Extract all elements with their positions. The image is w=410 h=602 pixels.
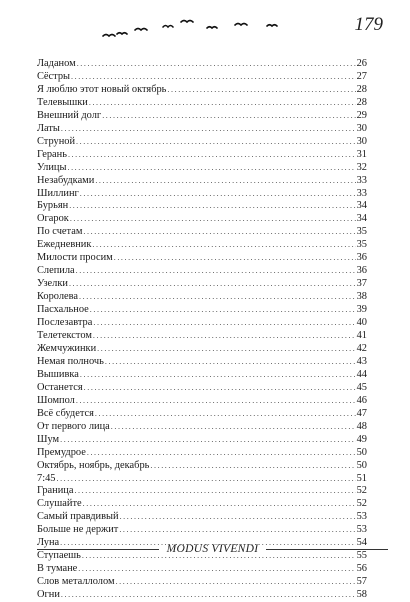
dot-leader bbox=[120, 511, 356, 524]
dot-leader bbox=[114, 252, 356, 265]
dot-leader bbox=[93, 330, 356, 343]
toc-entry-page: 52 bbox=[356, 498, 367, 510]
bird-icon bbox=[103, 35, 115, 37]
toc-entry bbox=[37, 485, 367, 498]
toc-entry-page: 48 bbox=[356, 420, 367, 432]
dot-leader bbox=[80, 188, 356, 201]
toc-entry-page: 50 bbox=[356, 446, 367, 458]
toc-entry-page: 37 bbox=[356, 278, 367, 290]
toc-entry-page: 53 bbox=[356, 524, 367, 536]
toc-entry-page: 51 bbox=[356, 472, 367, 484]
dot-leader bbox=[74, 485, 355, 498]
footer-rule-left bbox=[37, 549, 159, 550]
toc-entry bbox=[37, 162, 367, 175]
page-number: 179 bbox=[354, 14, 383, 35]
toc-entry-title: По счетам bbox=[37, 226, 83, 238]
toc-entry-page: 39 bbox=[356, 304, 367, 316]
toc-entry-page: 57 bbox=[356, 576, 367, 588]
toc-entry-page: 35 bbox=[356, 239, 367, 251]
bird-icon bbox=[235, 24, 247, 26]
dot-leader bbox=[119, 524, 355, 537]
toc-entry-page: 28 bbox=[356, 83, 367, 95]
toc-entry-page: 55 bbox=[356, 550, 367, 562]
dot-leader bbox=[150, 460, 355, 473]
dot-leader bbox=[89, 97, 356, 110]
toc-entry bbox=[37, 71, 367, 84]
toc-entry-title: Самый правдивый bbox=[37, 511, 119, 523]
toc-entry-page: 58 bbox=[356, 589, 367, 601]
toc-entry-title: 7:45 bbox=[37, 472, 56, 484]
toc-entry-title: От первого лица bbox=[37, 420, 110, 432]
toc-entry-title: Улицы bbox=[37, 161, 67, 173]
toc-entry bbox=[37, 498, 367, 511]
toc-entry-page: 41 bbox=[356, 330, 367, 342]
toc-entry bbox=[37, 330, 367, 343]
toc-entry bbox=[37, 213, 367, 226]
toc-entry-title: Слушайте bbox=[37, 498, 82, 510]
dot-leader bbox=[105, 356, 356, 369]
toc-entry-title: Узелки bbox=[37, 278, 68, 290]
toc-entry bbox=[37, 369, 367, 382]
toc-entry-title: Королева bbox=[37, 291, 79, 303]
toc-entry-title: Огни bbox=[37, 589, 60, 601]
toc-entry-page: 38 bbox=[356, 291, 367, 303]
toc-entry-title: Луна bbox=[37, 537, 60, 549]
toc-entry bbox=[37, 200, 367, 213]
toc-entry-page: 32 bbox=[356, 161, 367, 173]
toc-entry-page: 44 bbox=[356, 368, 367, 380]
toc-entry bbox=[37, 239, 367, 252]
toc-entry-page: 27 bbox=[356, 70, 367, 82]
toc-entry-page: 36 bbox=[356, 252, 367, 264]
footer bbox=[37, 542, 388, 556]
toc-entry bbox=[37, 110, 367, 123]
toc-entry bbox=[37, 434, 367, 447]
bird-icon bbox=[117, 33, 127, 34]
dot-leader bbox=[76, 136, 356, 149]
toc-entry-title: Я люблю этот новый октябрь bbox=[37, 83, 167, 95]
toc-entry bbox=[37, 317, 367, 330]
toc-entry bbox=[37, 421, 367, 434]
toc-entry bbox=[37, 447, 367, 460]
dot-leader bbox=[69, 278, 356, 291]
toc-entry bbox=[37, 188, 367, 201]
toc-entry-title: Граница bbox=[37, 485, 74, 497]
toc-entry bbox=[37, 356, 367, 369]
toc-entry-page: 33 bbox=[356, 187, 367, 199]
toc-entry bbox=[37, 226, 367, 239]
toc-entry-title: Телетекстом bbox=[37, 330, 92, 342]
bird-icon bbox=[135, 29, 147, 31]
dot-leader bbox=[77, 58, 356, 71]
toc-entry bbox=[37, 123, 367, 136]
toc-entry bbox=[37, 382, 367, 395]
dot-leader bbox=[61, 589, 356, 602]
toc-entry-page: 46 bbox=[356, 394, 367, 406]
toc-entry-title: Шомпол bbox=[37, 394, 75, 406]
toc-entry bbox=[37, 524, 367, 537]
toc-entry-title: Больше не держит bbox=[37, 524, 119, 536]
toc-entry-page: 49 bbox=[356, 433, 367, 445]
toc-entry-title: Милости просим bbox=[37, 252, 113, 264]
toc-entry-title: Слов металлолом bbox=[37, 576, 115, 588]
toc-entry-title: Бурьян bbox=[37, 200, 69, 212]
dot-leader bbox=[76, 265, 356, 278]
toc-entry-title: Пасхальное bbox=[37, 304, 89, 316]
dot-leader bbox=[76, 395, 356, 408]
toc-entry bbox=[37, 395, 367, 408]
toc-entry-title: Немая полночь bbox=[37, 355, 104, 367]
toc-entry-page: 42 bbox=[356, 342, 367, 354]
dot-leader bbox=[80, 369, 356, 382]
toc-entry bbox=[37, 252, 367, 265]
toc-entry-page: 34 bbox=[356, 200, 367, 212]
dot-leader bbox=[111, 421, 356, 434]
toc-entry-title: Струной bbox=[37, 135, 76, 147]
toc-entry bbox=[37, 175, 367, 188]
dot-leader bbox=[68, 149, 356, 162]
toc-entry-title: Незабудками bbox=[37, 174, 95, 186]
toc-entry-page: 50 bbox=[356, 459, 367, 471]
dot-leader bbox=[90, 304, 356, 317]
table-of-contents bbox=[37, 58, 367, 602]
dot-leader bbox=[79, 291, 356, 304]
dot-leader bbox=[60, 434, 355, 447]
toc-entry-title: Октябрь, ноябрь, декабрь bbox=[37, 459, 150, 471]
toc-entry-title: Премудрое bbox=[37, 446, 86, 458]
toc-entry-title: Слепила bbox=[37, 265, 75, 277]
toc-entry-title: Останется bbox=[37, 381, 83, 393]
dot-leader bbox=[84, 382, 356, 395]
dot-leader bbox=[102, 110, 355, 123]
toc-entry-page: 54 bbox=[356, 537, 367, 549]
dot-leader bbox=[95, 175, 355, 188]
toc-entry-title: Герань bbox=[37, 148, 67, 160]
dot-leader bbox=[71, 71, 356, 84]
toc-entry bbox=[37, 473, 367, 486]
toc-entry-page: 30 bbox=[356, 135, 367, 147]
toc-entry-title: Сёстры bbox=[37, 70, 70, 82]
dot-leader bbox=[69, 200, 355, 213]
toc-entry bbox=[37, 149, 367, 162]
toc-entry-page: 56 bbox=[356, 563, 367, 575]
footer-rule-right bbox=[266, 549, 388, 550]
dot-leader bbox=[93, 317, 355, 330]
toc-entry-page: 45 bbox=[356, 381, 367, 393]
bird-icon bbox=[267, 25, 277, 26]
toc-entry bbox=[37, 343, 367, 356]
dot-leader bbox=[87, 447, 356, 460]
toc-entry bbox=[37, 563, 367, 576]
dot-leader bbox=[83, 498, 356, 511]
toc-entry bbox=[37, 265, 367, 278]
toc-entry-page: 40 bbox=[356, 317, 367, 329]
toc-entry-page: 47 bbox=[356, 407, 367, 419]
toc-entry-title: Внешний долг bbox=[37, 109, 102, 121]
bird-icon bbox=[207, 27, 217, 28]
toc-entry bbox=[37, 511, 367, 524]
toc-entry-page: 53 bbox=[356, 511, 367, 523]
toc-entry bbox=[37, 589, 367, 602]
toc-entry-page: 43 bbox=[356, 355, 367, 367]
toc-entry-title: Жемчужинки bbox=[37, 342, 97, 354]
toc-entry-title: Вышивка bbox=[37, 368, 79, 380]
toc-entry-page: 34 bbox=[356, 213, 367, 225]
toc-entry-title: Ступаешь bbox=[37, 550, 81, 562]
dot-leader bbox=[92, 239, 355, 252]
toc-entry-page: 35 bbox=[356, 226, 367, 238]
toc-entry-page: 26 bbox=[356, 58, 367, 69]
toc-entry-title: Шум bbox=[37, 433, 60, 445]
toc-entry-title: Ежедневник bbox=[37, 239, 92, 251]
toc-entry bbox=[37, 58, 367, 71]
dot-leader bbox=[61, 123, 356, 136]
toc-entry bbox=[37, 291, 367, 304]
toc-entry bbox=[37, 408, 367, 421]
toc-entry-title: Латы bbox=[37, 122, 60, 134]
toc-entry-page: 52 bbox=[356, 485, 367, 497]
dot-leader bbox=[97, 343, 355, 356]
toc-entry-page: 36 bbox=[356, 265, 367, 277]
toc-entry-page: 29 bbox=[356, 109, 367, 121]
toc-entry-page: 33 bbox=[356, 174, 367, 186]
footer-series-title: MODUS VIVENDI bbox=[166, 543, 259, 555]
dot-leader bbox=[83, 226, 355, 239]
dot-leader bbox=[70, 213, 356, 226]
toc-entry-page: 31 bbox=[356, 148, 367, 160]
toc-entry bbox=[37, 304, 367, 317]
toc-entry-page: 28 bbox=[356, 96, 367, 108]
dot-leader bbox=[167, 84, 355, 97]
toc-entry-title: Огарок bbox=[37, 213, 69, 225]
dot-leader bbox=[56, 473, 355, 486]
toc-entry-title: Шиллинг bbox=[37, 187, 79, 199]
toc-entry bbox=[37, 460, 367, 473]
toc-entry bbox=[37, 97, 367, 110]
bird-icon bbox=[181, 21, 193, 23]
toc-entry-title: Всё сбудется bbox=[37, 407, 94, 419]
dot-leader bbox=[95, 408, 356, 421]
toc-entry-title: Телевышки bbox=[37, 96, 88, 108]
toc-entry bbox=[37, 84, 367, 97]
toc-entry-title: В тумане bbox=[37, 563, 78, 575]
bird-icon bbox=[163, 26, 173, 28]
dot-leader bbox=[78, 563, 355, 576]
toc-entry-page: 30 bbox=[356, 122, 367, 134]
flying-birds-ornament bbox=[95, 14, 300, 44]
toc-entry-title: Ладаном bbox=[37, 58, 76, 69]
dot-leader bbox=[67, 162, 355, 175]
toc-entry bbox=[37, 278, 367, 291]
toc-entry bbox=[37, 136, 367, 149]
toc-entry-title: Послезавтра bbox=[37, 317, 93, 329]
